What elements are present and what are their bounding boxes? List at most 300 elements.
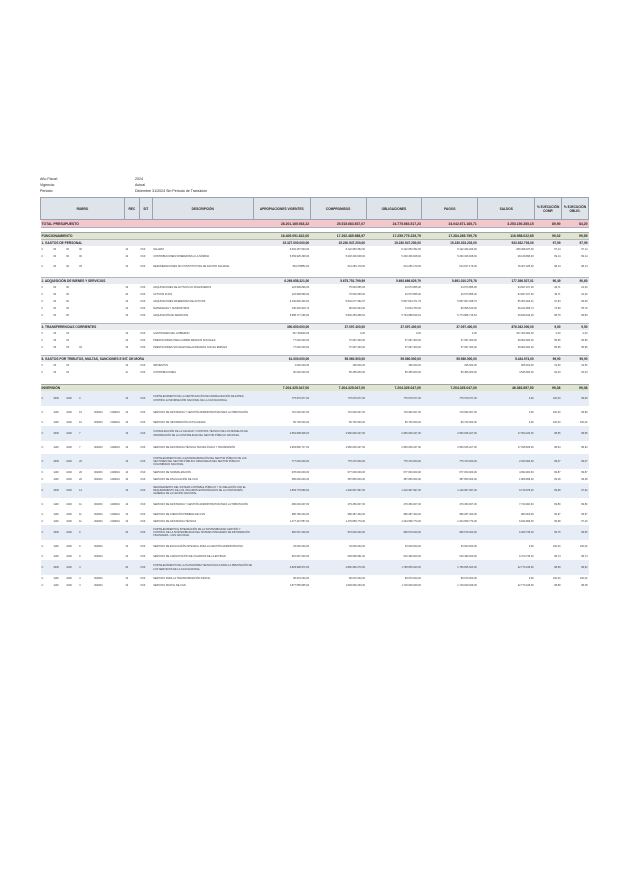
value-pagos: 5.597.667.948,76	[457, 300, 477, 303]
description: SERVICIO DE CAPACITACIÓN DE USUARIOS DE LA ENTIDAD	[153, 554, 226, 558]
value-saldos: 94.697.107,00	[517, 293, 534, 296]
value-pagos: 55.455.000,00	[460, 371, 477, 374]
sit-code: CSF	[139, 560, 152, 575]
value-pagos: 37.097.400,00	[460, 339, 477, 342]
sit-code: CSF	[139, 391, 152, 406]
value-eo: 99,80	[581, 503, 588, 506]
sit-code: CSF	[140, 255, 146, 258]
description: SERVICIO DE ASISTENCIA TÉCNICA TECNOLÓGICA Y TRANSMISIÓN	[153, 445, 236, 449]
rubro-code: 00	[53, 300, 57, 303]
rubro-code: C	[41, 426, 53, 441]
table-row[interactable]	[41, 330, 589, 337]
description: REMUNERACIONES NO CONSTITUTIVAS DE FACTOR SALARIAL	[153, 264, 230, 268]
value-ec: 98,79	[554, 314, 561, 317]
rubro-code: C	[41, 584, 44, 587]
rubro-code: 00	[79, 248, 82, 251]
value-comp: 775.979.977,00	[310, 391, 366, 406]
table-row[interactable]	[41, 291, 589, 298]
value-eo: 98,95	[562, 426, 589, 441]
value-ec: 97,14	[554, 248, 561, 251]
rec-code: 10	[125, 555, 129, 558]
rubro-code: 03	[53, 364, 57, 367]
table-row[interactable]	[41, 426, 589, 441]
value-saldos: 7.740.000,00	[519, 503, 534, 506]
rubro-code: 1109001	[110, 520, 120, 523]
value-saldos: 876.032.000,00	[478, 324, 535, 331]
rubro-code: 4000	[52, 560, 65, 575]
sit-code: CSF	[140, 346, 146, 349]
value-pagos: 5.691.010.279,76	[422, 278, 478, 285]
col-oblig[interactable]: OBLIGACIONES	[366, 198, 422, 220]
rubro-code: 1100	[53, 584, 59, 587]
value-ec: 73,99	[554, 307, 561, 310]
value-pagos: 24.042.671.165,71	[422, 220, 478, 228]
value-oblig: 99.970.000,00	[404, 577, 421, 580]
rubro-code	[109, 391, 124, 406]
description: SERVICIO PARA LA TRANSFORMACIÓN DIGITAL	[153, 576, 211, 580]
rec-code: 10	[124, 483, 139, 498]
value-ec: 99,98	[535, 483, 562, 498]
value-eo: 99,69	[581, 300, 588, 303]
value-pagos: 719.990.007,00	[459, 411, 477, 414]
value-pagos: 195.000,00	[464, 364, 477, 367]
rubro-code: 1000	[65, 560, 78, 575]
description: PRESTACIONES SOCIALES RELACIONADAS CON EL EMPLEO	[153, 345, 228, 349]
value-pagos: 775.979.977,00	[422, 391, 478, 406]
value-pagos: 55.560.500,00	[422, 356, 478, 363]
rubro-code: 7	[79, 446, 81, 449]
rubro-code	[109, 330, 124, 337]
value-oblig: 387.850.000,00	[403, 478, 421, 481]
value-pagos: 7.204.325.047,00	[422, 385, 478, 392]
value-comp: 15.230.547.200,00	[310, 240, 366, 247]
table-row[interactable]	[41, 369, 589, 376]
meta-value: Actual	[135, 183, 145, 187]
value-comp: 986.287.400,00	[347, 513, 366, 516]
description: SERVICIO DE ATENCIÓN PRIMERA DE CGN	[153, 512, 205, 516]
rubro-code: 1109001	[110, 421, 120, 424]
meta-value: Diciembre 31/2024 Sin Periodo de Transición	[135, 189, 208, 193]
rubro-code	[109, 284, 124, 291]
rec-code: 10	[125, 286, 129, 289]
table-row[interactable]	[41, 441, 589, 454]
description: A ENTIDADES DEL GOBIERNO	[153, 331, 190, 335]
rubro-code	[93, 483, 109, 498]
rubro-code	[78, 291, 93, 298]
table-row[interactable]	[41, 406, 589, 419]
rec-code: 10	[125, 339, 129, 342]
value-oblig: 1.416.997.997,00	[366, 483, 422, 498]
rec-code: 10	[125, 446, 129, 449]
value-comp: 479.450.007,00	[347, 503, 366, 506]
table-row[interactable]	[41, 511, 589, 518]
rubro-code: 002000	[94, 446, 103, 449]
value-aprop: 61.000.000,00	[253, 356, 310, 363]
table-row[interactable]	[41, 518, 589, 525]
value-oblig: 17.259.775.229,79	[366, 233, 422, 240]
description: ACTIVOS FIJOS	[153, 292, 173, 296]
value-ec: 98,95	[535, 426, 562, 441]
value-saldos: 0,00	[478, 391, 535, 406]
rubro-code: 0	[41, 364, 43, 367]
rubro-code	[93, 291, 109, 298]
rubro-code: 03	[66, 346, 69, 349]
rubro-code: 9	[78, 525, 93, 540]
rubro-code: 002000	[94, 520, 103, 523]
value-ec: 49,71	[554, 286, 561, 289]
value-aprop: 777.000.000,00	[253, 454, 310, 469]
col-aprop[interactable]: APROPIACIONES VIGENTES	[253, 198, 310, 220]
value-aprop: 136.293.915,74	[291, 307, 310, 310]
value-comp: 37.097.400,00	[349, 339, 366, 342]
value-saldos: 6.493.735,00	[478, 525, 535, 540]
value-comp: 5.849.454.958,91	[345, 314, 366, 317]
rubro-code	[109, 298, 124, 305]
value-pagos: 986.287.400,00	[459, 513, 477, 516]
rubro-code	[93, 344, 109, 351]
row-label: 8. GASTOS POR TRIBUTOS, MULTAS, SANCIONES E INT. DE MORA	[41, 356, 254, 363]
value-ec: 99,14	[554, 255, 561, 258]
value-comp: 37.097.400,00	[310, 324, 366, 331]
value-comp: 55.560.500,00	[310, 356, 366, 363]
value-aprop: 516.697.200,00	[291, 555, 310, 558]
value-aprop: 653.078852,00	[292, 265, 310, 268]
rubro-code: 4	[79, 577, 81, 580]
value-oblig: 677.000.000,00	[403, 471, 421, 474]
value-aprop: 347.400000,00	[292, 332, 310, 335]
sit-code: CSF	[140, 248, 146, 251]
value-aprop: 77.000.000,00	[293, 339, 310, 342]
value-saldos: 6.944.969,00	[519, 520, 534, 523]
value-comp: 677.000.000,00	[347, 471, 366, 474]
rec-code: 10	[125, 332, 129, 335]
rubro-code: C	[41, 483, 53, 498]
rubro-code: 002000	[94, 545, 103, 548]
value-pagos: 2.950.625.227,00	[457, 446, 477, 449]
value-aprop: 390.600.000,00	[253, 324, 310, 331]
value-eo: 84,20	[562, 220, 589, 228]
value-pagos: 510.499.000,00	[459, 555, 477, 558]
value-comp: 1.479.859.770,00	[345, 520, 366, 523]
rubro-code: 4000	[52, 426, 65, 441]
rubro-code: 0	[41, 248, 43, 251]
value-oblig: 24.775.663.517,23	[366, 220, 422, 228]
table-row[interactable]	[41, 476, 589, 483]
value-aprop: 5.988.777.296,90	[289, 314, 310, 317]
value-saldos: 289.498.187,00	[516, 248, 534, 251]
description: SERVICIO DE ASISTENCIA Y GESTIÓN ADMINISTRATIVA PARA LA TRIBUTACIÓN	[153, 502, 249, 506]
table-row[interactable]	[41, 305, 589, 312]
col-rec[interactable]: REC	[124, 198, 139, 220]
description: FORTALECIMIENTO E INTEGRACIÓN DE LA SOSTENIBILIDAD GESTIÓN Y CONTROL DE LA SOSTENIBILIDAD DEL SISTEMA INTEGRADO DE INFORMACIÓN FINANCIERA - CGN NACIONAL	[152, 525, 253, 540]
sit-code: CSF	[140, 577, 146, 580]
table-row[interactable]	[41, 246, 589, 253]
sit-code: CSF	[140, 307, 146, 310]
rubro-code: C	[41, 503, 44, 506]
description: SERVICIO DE NORMALIZACIÓN	[153, 470, 191, 474]
value-aprop: 7.204.325.047,00	[253, 385, 310, 392]
rubro-code: 002000	[94, 471, 103, 474]
value-aprop: 99.970.000,00	[293, 577, 310, 580]
rubro-code	[109, 344, 124, 351]
description: SERVICIO DE INFORMACIÓN ACTUALIZADA	[153, 420, 206, 424]
rubro-code: 1000	[66, 478, 72, 481]
value-eo: 90,60	[562, 278, 589, 285]
value-aprop: 2.554.898.908,00	[253, 426, 310, 441]
value-oblig: 5.597.844.371,79	[401, 300, 421, 303]
value-aprop: 16.409.091.622,00	[253, 233, 310, 240]
value-oblig: 1.204.959.770,00	[401, 520, 421, 523]
description: SERVICIO DE EVALUACIÓN INTEGRAL PARA LA GESTIÓN ADMINISTRATIVA	[153, 544, 243, 548]
rec-code: 10	[125, 584, 129, 587]
sit-code: CSF	[140, 520, 146, 523]
value-saldos: 28.139.998,00	[517, 255, 534, 258]
col-ejec-oblig[interactable]: % EJECUCIÓN OBLIG.	[562, 198, 589, 220]
rubro-code: 1109001	[110, 471, 120, 474]
rubro-code	[93, 284, 109, 291]
value-oblig: 2.950.625.227,00	[366, 426, 422, 441]
rubro-code	[93, 454, 109, 469]
value-ec: 98,94	[554, 446, 561, 449]
value-pagos: 37.097.400,00	[422, 324, 478, 331]
rubro-code: C	[41, 513, 44, 516]
value-comp: 387.850.000,00	[347, 478, 366, 481]
value-ec: 99,36	[535, 385, 562, 392]
value-aprop: 60.000.000,00	[293, 371, 310, 374]
value-pagos: 387.850.000,00	[459, 478, 477, 481]
rubro-code: C	[41, 545, 44, 548]
value-comp: 2.860.996.270,00	[310, 560, 366, 575]
rubro-code: 03	[53, 339, 57, 342]
value-eo: 97,92	[562, 483, 589, 498]
rubro-code: 1000	[65, 483, 78, 498]
sit-code: CSF	[139, 483, 152, 498]
value-saldos: 0,00	[528, 545, 534, 548]
value-comp: 8.122.953.352,00	[345, 248, 366, 251]
sit-code: CSF	[140, 545, 146, 548]
rubro-code: 00	[66, 248, 69, 251]
col-saldos[interactable]: SALDOS	[478, 198, 535, 220]
value-comp: 614.283.179,00	[347, 265, 366, 268]
value-eo: 95,95	[581, 346, 588, 349]
value-comp: 2.950.625.227,00	[310, 426, 366, 441]
rubro-code: 1109001	[110, 446, 120, 449]
value-saldos: 2.030.000,00	[478, 454, 535, 469]
col-rubro[interactable]: RUBRO	[41, 198, 125, 220]
sit-code: CSF	[140, 332, 146, 335]
value-pagos: 5.293.326.608,00	[457, 255, 477, 258]
table-row[interactable]	[41, 362, 589, 369]
table-row[interactable]	[41, 560, 589, 575]
rubro-code	[78, 330, 93, 337]
table-row[interactable]	[41, 260, 589, 273]
col-ejec-comp[interactable]: % EJECUCIÓN COMP.	[535, 198, 562, 220]
rubro-code: 4	[79, 584, 81, 587]
value-oblig: 23.673.855,00	[404, 293, 421, 296]
rubro-code: 0	[41, 300, 43, 303]
value-oblig: 5.293.326.608,00	[401, 255, 421, 258]
value-aprop: 123.999.896,00	[291, 293, 310, 296]
value-saldos: 1.889.999,00	[519, 478, 534, 481]
value-saldos: 22.770.445,90	[478, 560, 535, 575]
value-ec: 99,87	[554, 471, 561, 474]
rubro-code: 1000	[65, 426, 78, 441]
value-eo: 99,87	[581, 471, 588, 474]
value-oblig: 23.673.855,00	[404, 286, 421, 289]
value-oblig: 195.000,00	[408, 364, 421, 367]
value-comp: 5.604.077.992,97	[345, 300, 366, 303]
value-comp: 17.292.485.988,97	[310, 233, 366, 240]
value-eo: 24,30	[581, 286, 588, 289]
rubro-code	[93, 260, 109, 273]
value-ec: 19,50	[554, 364, 561, 367]
rubro-code	[93, 305, 109, 312]
value-saldos: 16.007.225,00	[517, 265, 534, 268]
total-row[interactable]	[41, 220, 589, 228]
rubro-code: 00	[66, 314, 69, 317]
rubro-code: 1000	[65, 525, 78, 540]
value-oblig: 8.122.953.352,00	[401, 248, 421, 251]
value-eo: 98,92	[562, 560, 589, 575]
rubro-code: 00	[66, 307, 69, 310]
rubro-code: 1100	[53, 577, 59, 580]
table-row[interactable]	[41, 498, 589, 511]
rubro-code	[109, 575, 124, 582]
rubro-code: 00	[53, 293, 57, 296]
value-ec: 98,89	[535, 560, 562, 575]
value-pagos: 5.773.886.716,64	[457, 314, 477, 317]
rubro-code: 1100	[53, 446, 59, 449]
table-row[interactable]	[41, 253, 589, 260]
rubro-code: 00	[53, 255, 57, 258]
rubro-code: 0	[41, 371, 43, 374]
rubro-code	[109, 291, 124, 298]
sit-code: CSF	[139, 426, 152, 441]
value-saldos: 0,00	[528, 577, 534, 580]
value-oblig: 5.693.666.629,79	[366, 278, 422, 285]
table-row[interactable]	[41, 575, 589, 582]
rubro-code: C	[41, 421, 44, 424]
value-pagos: 677.000.000,00	[459, 471, 477, 474]
col-comp[interactable]: COMPROMISOS	[310, 198, 366, 220]
budget-report	[40, 176, 589, 589]
table-row[interactable]	[41, 582, 589, 589]
rec-code: 10	[125, 577, 129, 580]
rubro-code: 00	[66, 300, 69, 303]
rubro-code: 002000	[94, 577, 103, 580]
value-pagos: 33.000.000,00	[460, 545, 477, 548]
rubro-code: 0	[41, 255, 43, 258]
value-pagos: 2.950.625.227,00	[422, 426, 478, 441]
value-saldos: 46.363.697,50	[478, 385, 535, 392]
rubro-code: 1000	[66, 555, 72, 558]
rubro-code: 002000	[94, 421, 103, 424]
value-saldos: 116.958.022,65	[478, 233, 535, 240]
value-ec: 99,48	[554, 478, 561, 481]
rec-code: 11	[125, 371, 128, 374]
value-pagos: 37.097.400,00	[460, 346, 477, 349]
value-ec: 99,07	[535, 454, 562, 469]
table-row[interactable]	[41, 469, 589, 476]
row-label: INVERSIÓN	[41, 385, 254, 392]
table-row[interactable]	[41, 525, 589, 540]
table-row[interactable]	[41, 454, 589, 469]
col-pagos[interactable]: PAGOS	[422, 198, 478, 220]
rubro-code: 00	[66, 293, 69, 296]
table-row[interactable]	[41, 298, 589, 305]
rubro-code: 00	[53, 307, 57, 310]
rubro-code	[93, 426, 109, 441]
description: ADQUISICIONES DIFERENTES DE ACTIVOS	[153, 299, 206, 303]
rubro-code	[109, 426, 124, 441]
table-row[interactable]	[41, 483, 589, 498]
value-comp: 1.400.567.997,00	[310, 483, 366, 498]
description: MATERIALES Y SUMINISTROS	[153, 306, 190, 310]
value-saldos: 933.932.793,00	[478, 240, 535, 247]
description: SERVICIO DE ASISTENCIA Y GESTIÓN ADMINISTRATIVA PARA LA TRIBUTACIÓN	[153, 410, 249, 414]
value-aprop: 2.954.890.717,00	[289, 446, 310, 449]
rubro-code: 20	[78, 454, 93, 469]
rec-code: 10	[125, 513, 129, 516]
value-comp: 33.000.000,00	[349, 545, 366, 548]
rec-code: 10	[125, 503, 129, 506]
value-comp: 25.515.683.537,07	[310, 220, 366, 228]
funcionamiento-row[interactable]	[41, 233, 589, 240]
value-pagos: 775.470.000,00	[422, 454, 478, 469]
value-eo: 92,43	[581, 371, 588, 374]
table-row[interactable]	[41, 419, 589, 426]
rubro-code: C	[41, 454, 53, 469]
rubro-code: 1100	[53, 513, 59, 516]
table-row[interactable]	[41, 553, 589, 560]
table-row[interactable]	[41, 337, 589, 344]
value-eo: 98,94	[581, 446, 588, 449]
rubro-code: C	[41, 446, 44, 449]
table-row[interactable]	[41, 344, 589, 351]
rec-code: 20	[124, 560, 139, 575]
rubro-code	[93, 330, 109, 337]
rubro-code	[109, 362, 124, 369]
rubro-code: 1000	[66, 584, 72, 587]
rubro-code	[109, 483, 124, 498]
table-row[interactable]	[41, 540, 589, 553]
value-eo: 98,38	[581, 584, 588, 587]
rubro-code: 11	[79, 520, 82, 523]
value-oblig: 0,00	[416, 332, 421, 335]
value-aprop: 123.999.896,00	[291, 286, 310, 289]
value-eo: 99,99	[562, 391, 589, 406]
value-aprop: 2.828.998.970,00	[253, 560, 310, 575]
table-row[interactable]	[41, 391, 589, 406]
col-desc[interactable]: DESCRIPCIÓN	[152, 198, 253, 220]
col-sit[interactable]: SIT	[139, 198, 152, 220]
value-pagos: 479.450.007,00	[459, 503, 477, 506]
value-aprop: 6.269.658.321,00	[253, 278, 310, 285]
sit-code: CSF	[140, 339, 146, 342]
rec-code: 10	[125, 265, 129, 268]
rubro-code: 4000	[52, 525, 65, 540]
value-pagos: 23.673.855,00	[460, 293, 477, 296]
rubro-code: 10	[79, 411, 82, 414]
table-row[interactable]	[41, 284, 589, 291]
sit-code: CSF	[140, 286, 146, 289]
table-row[interactable]	[41, 312, 589, 319]
value-eo: 19,50	[581, 364, 588, 367]
rubro-code	[93, 312, 109, 319]
rubro-code: 0	[41, 346, 43, 349]
rubro-code: C	[41, 555, 44, 558]
value-saldos: 0,00	[528, 421, 534, 424]
